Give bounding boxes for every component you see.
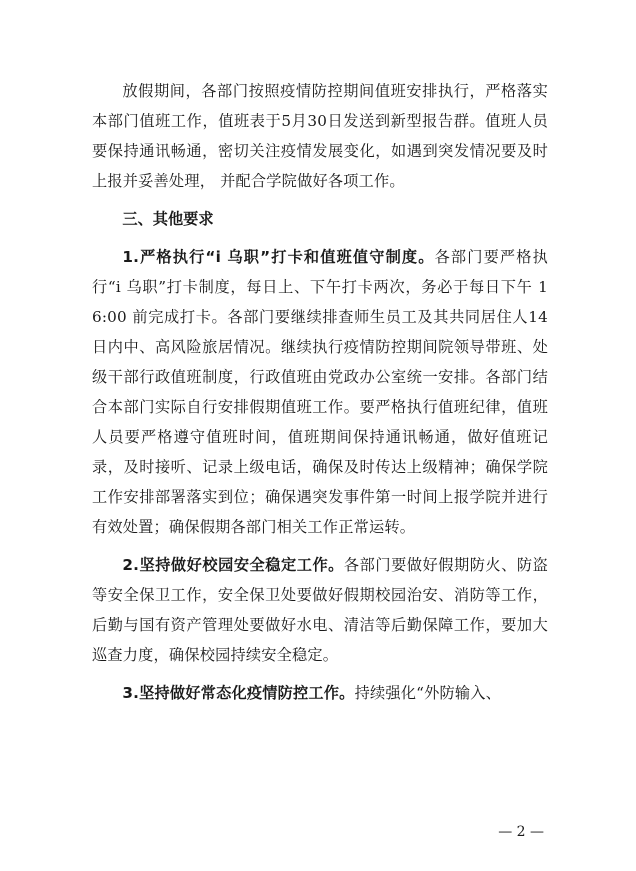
item-2-body: 各部门要做好假期防火、防盗等安全保卫工作，安全保卫处要做好假期校园治安、消防等工作，后勤与国有资产管理处要做好水电、清洁等后勤保障工作，要加大巡查力度，确保校园持续安全稳定。 [92,556,548,664]
page-number: — 2 — [498,824,544,840]
item-1-lead: 1.严格执行“i 乌职”打卡和值班值守制度。 [122,248,435,266]
item-1-checkin-duty [92,242,548,542]
item-3-body: 持续强化“外防输入、 [354,684,502,702]
item-2-lead: 2.坚持做好校园安全稳定工作。 [122,556,344,574]
item-3-lead: 3.坚持做好常态化疫情防控工作。 [122,684,355,702]
paragraph-duty-arrangement: 放假期间，各部门按照疫情防控期间值班安排执行，严格落实本部门值班工作，值班表于5月30日发送到新型报告群。值班人员要保持通讯畅通，密切关注疫情发展变化，如遇到突发情况要及时上报并妥善处理， 并配合学院做好各项工作。 [92,82,548,190]
item-2-campus-safety [92,550,548,670]
item-3-epidemic-control [92,678,548,708]
body-text [92,76,548,708]
item-1-body: 各部门要严格执行“i 乌职”打卡制度，每日上、下午打卡两次，务必于每日下午 16:00 前完成打卡。各部门要继续排查师生员工及其共同居住人14日内中、高风险旅居情况。继续执行疫情防控期间院领导带班、处级干部行政值班制度，行政值班由党政办公室统一安排。各部门结合本部门实际自行安排假期值班工作。要严格执行值班纪律，值班人员要严格遵守值班时间，值班期间保持通讯畅通，做好值班记录，及时接听、记录上级电话，确保及时传达上级精神；确保学院工作安排部署落实到位；确保遇突发事件第一时间上报学院并进行有效处置；确保假期各部门相关工作正常运转。 [92,248,548,536]
section-heading-other-requirements: 三、其他要求 [122,210,214,228]
